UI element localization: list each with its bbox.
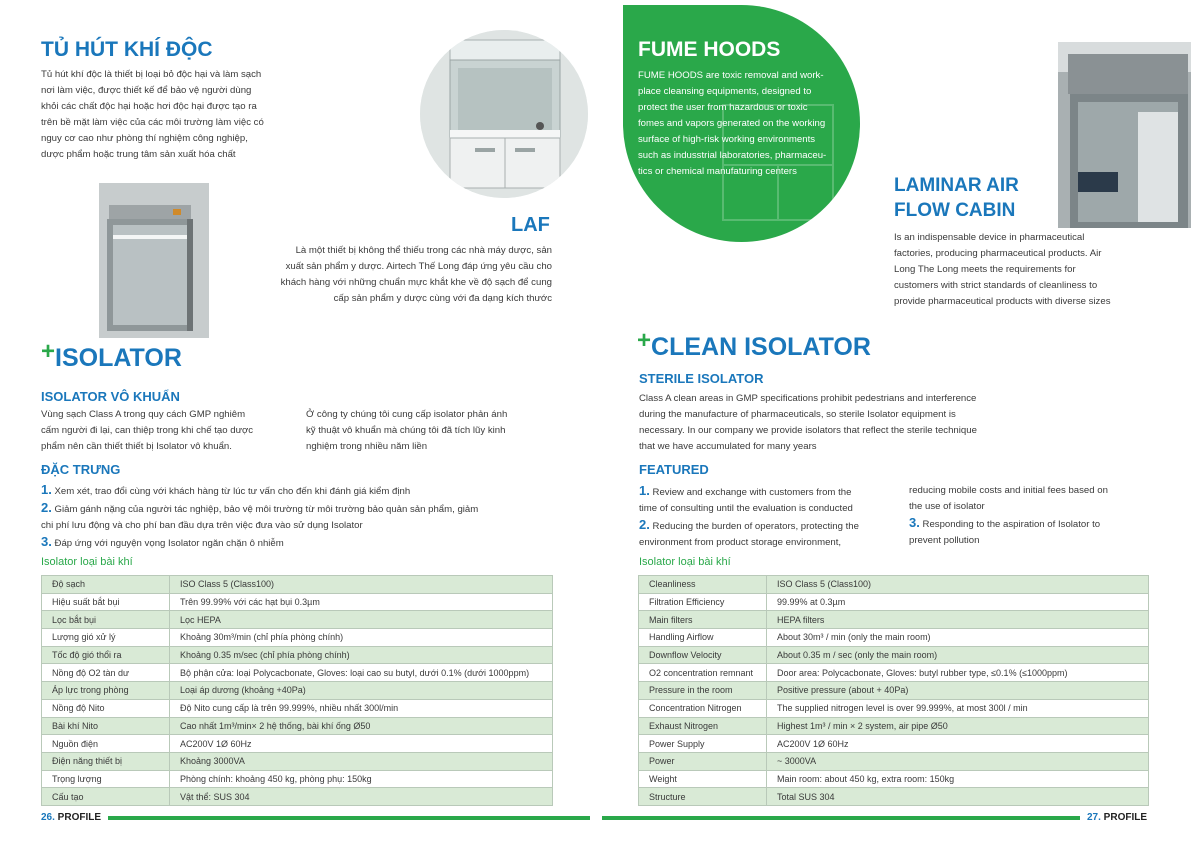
text-line: nghiệm trong nhiều năm liền: [306, 441, 428, 452]
laminar-title-en-1: LAMINAR AIR: [894, 175, 1019, 196]
text-line: Class A clean areas in GMP specifications prohibit pedestrians and interference: [639, 393, 977, 404]
table-row: [42, 788, 553, 806]
text-line: xuất sản phẩm y dược. Airtech Thế Long đáp ứng yêu cầu cho: [285, 261, 552, 272]
text-line: FUME HOODS are toxic removal and work-: [638, 70, 824, 81]
text-line: trên bề mặt làm việc của các môi trường làm việc có: [41, 117, 264, 128]
table-label-cell: Cleanliness: [639, 576, 767, 594]
laminar-desc-en: [894, 230, 1184, 310]
feature-text: chi phí lưu động và cho phí ban đầu dựa trên việc đưa vào sử dụng Isolator: [41, 520, 363, 531]
table-value-cell: Lọc HEPA: [170, 611, 553, 629]
table-label-cell: Power Supply: [639, 735, 767, 753]
laf-desc-vi: [240, 243, 552, 307]
spec-table-title-en: Isolator loại bài khí: [639, 556, 731, 568]
text-line: Is an indispensable device in pharmaceutical: [894, 232, 1085, 243]
feature-text: prevent pollution: [909, 535, 980, 546]
table-row: [639, 752, 1149, 770]
table-row: [42, 629, 553, 647]
table-value-cell: Positive pressure (about + 40Pa): [767, 682, 1149, 700]
table-value-cell: Cao nhất 1m³/min× 2 hệ thống, bài khí ống Ø50: [170, 717, 553, 735]
table-row: [639, 646, 1149, 664]
table-label-cell: Exhaust Nitrogen: [639, 717, 767, 735]
table-value-cell: Trên 99.99% với các hạt bụi 0.3µm: [170, 593, 553, 611]
table-row: [42, 576, 553, 594]
laf-title-vi: LAF: [511, 214, 550, 236]
table-value-cell: Door area: Polycacbonate, Gloves: butyl rubber type, ≤0.1% (≤1000ppm): [767, 664, 1149, 682]
text-line: place cleansing equipments, designed to: [638, 86, 812, 97]
feature-text: Giảm gánh nặng của người tác nghiệp, bảo vệ môi trường từ môi trường bảo quản sản phẩm, giảm: [51, 504, 479, 515]
table-value-cell: HEPA filters: [767, 611, 1149, 629]
text-line: Ở công ty chúng tôi cung cấp isolator phản ánh: [306, 409, 508, 420]
table-label-cell: Lọc bắt bụi: [42, 611, 170, 629]
table-value-cell: Highest 1m³ / min × 2 system, air pipe Ø50: [767, 717, 1149, 735]
isolator-desc-en: [639, 391, 1059, 455]
text-line: tics or chemical manufaturing centers: [638, 166, 797, 177]
isolator-heading-vi: [41, 338, 182, 373]
table-row: [42, 611, 553, 629]
table-value-cell: ISO Class 5 (Class100): [170, 576, 553, 594]
feature-line: [909, 499, 1169, 515]
table-row: [639, 735, 1149, 753]
text-line: necessary. In our company we provide isolators that reflect the sterile technique: [639, 425, 977, 436]
text-line: surface of high-risk working environments: [638, 134, 816, 145]
features-list-vi: [41, 482, 561, 552]
table-value-cell: About 30m³ / min (only the main room): [767, 629, 1149, 647]
feature-line: [639, 517, 909, 535]
feature-number: 3.: [41, 534, 52, 549]
text-line: protect the user from hazardous or toxic: [638, 102, 808, 113]
table-label-cell: O2 concentration remnant: [639, 664, 767, 682]
table-row: [42, 717, 553, 735]
text-line: fomes and vapors generated on the working: [638, 118, 826, 129]
table-label-cell: Weight: [639, 770, 767, 788]
table-value-cell: Vật thể: SUS 304: [170, 788, 553, 806]
feature-line: [41, 482, 561, 500]
page-number-left: 26. PROFILE: [41, 812, 102, 823]
table-label-cell: Handling Airflow: [639, 629, 767, 647]
text-line: factories, producing pharmaceutical products. Air: [894, 248, 1102, 259]
table-row: [639, 788, 1149, 806]
table-label-cell: Áp lực trong phòng: [42, 682, 170, 700]
table-value-cell: AC200V 1Ø 60Hz: [767, 735, 1149, 753]
text-line: phẩm nên cần thiết thiết bị Isolator vô khuẩn.: [41, 441, 232, 452]
feature-text: Đáp ứng với nguyện vọng Isolator ngăn chặn ô nhiễm: [51, 538, 284, 549]
table-row: [42, 646, 553, 664]
feature-number: 3.: [909, 515, 920, 530]
spec-table-en: [638, 575, 1149, 806]
table-row: [639, 593, 1149, 611]
isolator-subtitle-en: STERILE ISOLATOR: [639, 371, 764, 386]
feature-line: [909, 533, 1169, 549]
text-line: dược phẩm hoặc trung tâm sản xuất hóa chất: [41, 149, 236, 160]
feature-number: 1.: [639, 483, 650, 498]
table-value-cell: 99.99% at 0.3µm: [767, 593, 1149, 611]
table-label-cell: Nồng độ O2 tàn dư: [42, 664, 170, 682]
table-row: [639, 682, 1149, 700]
table-value-cell: Phòng chính: khoảng 450 kg, phòng phụ: 150kg: [170, 770, 553, 788]
features-title-en: FEATURED: [639, 462, 709, 477]
text-line: khách hàng với những chuẩn mực khắt khe về độ sạch để cung: [280, 277, 552, 288]
table-label-cell: Tốc độ gió thổi ra: [42, 646, 170, 664]
table-row: [639, 770, 1149, 788]
table-value-cell: Độ Nito cung cấp là trên 99.999%, nhiều nhất 300l/min: [170, 699, 553, 717]
footer-bar-right: [602, 816, 1080, 820]
spec-table-vi: [41, 575, 553, 806]
table-value-cell: ISO Class 5 (Class100): [767, 576, 1149, 594]
text-line: Là một thiết bị không thể thiếu trong các nhà máy dược, sản: [295, 245, 552, 256]
table-value-cell: Bộ phận cửa: loại Polycacbonate, Gloves: loại cao su butyl, dưới 0.1% (dưới 1000ppm): [170, 664, 553, 682]
plus-icon: +: [41, 338, 56, 365]
feature-number: 1.: [41, 482, 52, 497]
table-label-cell: Concentration Nitrogen: [639, 699, 767, 717]
table-label-cell: Nồng độ Nito: [42, 699, 170, 717]
laminar-title-en-2: FLOW CABIN: [894, 200, 1016, 221]
text-line: during the manufacture of pharmaceuticals, so sterile Isolator equipment is: [639, 409, 956, 420]
table-row: [42, 752, 553, 770]
feature-line: [909, 483, 1169, 499]
feature-line: [639, 535, 909, 551]
feature-text: Xem xét, trao đổi cùng với khách hàng từ lúc tư vấn cho đến khi đánh giá kiểm định: [51, 486, 411, 497]
table-label-cell: Nguồn điện: [42, 735, 170, 753]
text-line: nguy cơ cao như phòng thí nghiệm công nghiệp,: [41, 133, 248, 144]
table-label-cell: Lượng gió xử lý: [42, 629, 170, 647]
text-line: cấm người đi lại, can thiệp trong khi chế tạo dược: [41, 425, 254, 436]
table-value-cell: The supplied nitrogen level is over 99.999%, at most 300l / min: [767, 699, 1149, 717]
table-row: [639, 629, 1149, 647]
features-title-vi: ĐẶC TRƯNG: [41, 462, 121, 477]
footer-bar-left: [108, 816, 590, 820]
feature-number: 2.: [41, 500, 52, 515]
table-value-cell: Loại áp dương (khoảng +40Pa): [170, 682, 553, 700]
table-value-cell: AC200V 1Ø 60Hz: [170, 735, 553, 753]
table-row: [42, 699, 553, 717]
table-label-cell: Main filters: [639, 611, 767, 629]
table-label-cell: Downflow Velocity: [639, 646, 767, 664]
table-label-cell: Power: [639, 752, 767, 770]
feature-text: the use of isolator: [909, 501, 985, 512]
fume-hoods-title-en: FUME HOODS: [638, 38, 781, 61]
spec-table-title-vi: Isolator loại bài khí: [41, 556, 133, 568]
table-row: [42, 682, 553, 700]
table-label-cell: Bài khí Nito: [42, 717, 170, 735]
table-value-cell: Khoảng 3000VA: [170, 752, 553, 770]
feature-text: time of consulting until the evaluation is conducted: [639, 503, 853, 514]
table-row: [639, 576, 1149, 594]
table-label-cell: Trọng lượng: [42, 770, 170, 788]
text-line: customers with strict standards of cleanliness to: [894, 280, 1098, 291]
text-line: that we have accumulated for many years: [639, 441, 817, 452]
table-row: [639, 717, 1149, 735]
page-number-right: 27. PROFILE: [1087, 812, 1148, 823]
features-list-en-2: [909, 483, 1169, 549]
laminar-cabin-photo: [1058, 42, 1191, 228]
feature-line: [41, 500, 561, 518]
isolator-subtitle-vi: ISOLATOR VÔ KHUẨN: [41, 389, 180, 404]
table-row: [42, 664, 553, 682]
laf-photo: [99, 183, 209, 338]
table-row: [639, 699, 1149, 717]
table-label-cell: Điện năng thiết bị: [42, 752, 170, 770]
table-label-cell: Độ sạch: [42, 576, 170, 594]
feature-text: Reducing the burden of operators, protecting the: [649, 521, 859, 532]
table-value-cell: Khoảng 0.35 m/sec (chỉ phía phòng chính): [170, 646, 553, 664]
fume-hoods-desc-en: [638, 68, 868, 180]
table-label-cell: Filtration Efficiency: [639, 593, 767, 611]
isolator-desc-vi-2: [306, 407, 556, 455]
plus-icon: +: [637, 327, 652, 354]
feature-line: [639, 501, 909, 517]
feature-line: [639, 483, 909, 501]
table-label-cell: Cấu tạo: [42, 788, 170, 806]
isolator-desc-vi-1: [41, 407, 301, 455]
table-row: [42, 770, 553, 788]
fume-hood-photo: [420, 30, 588, 198]
table-label-cell: Hiệu suất bắt bụi: [42, 593, 170, 611]
table-value-cell: ~ 3000VA: [767, 752, 1149, 770]
table-value-cell: Main room: about 450 kg, extra room: 150kg: [767, 770, 1149, 788]
feature-text: Responding to the aspiration of Isolator to: [919, 519, 1101, 530]
isolator-title-en: CLEAN ISOLATOR: [651, 333, 871, 361]
text-line: cấp sản phẩm y dược cùng với đa dạng kích thước: [333, 293, 552, 304]
table-row: [42, 735, 553, 753]
text-line: khỏi các chất độc hại hoặc hơi độc hại được tạo ra: [41, 101, 257, 112]
table-value-cell: Total SUS 304: [767, 788, 1149, 806]
text-line: kỹ thuật vô khuẩn mà chúng tôi đã tích lũy kinh: [306, 425, 506, 436]
table-value-cell: About 0.35 m / sec (only the main room): [767, 646, 1149, 664]
table-row: [639, 611, 1149, 629]
table-row: [639, 664, 1149, 682]
feature-text: environment from product storage environment,: [639, 537, 842, 548]
feature-text: reducing mobile costs and initial fees based on: [909, 485, 1108, 496]
isolator-heading-en: [637, 327, 871, 362]
text-line: Tủ hút khí độc là thiết bị loại bỏ độc hại và làm sạch: [41, 69, 262, 80]
text-line: Vùng sạch Class A trong quy cách GMP nghiêm: [41, 409, 246, 420]
table-row: [42, 593, 553, 611]
text-line: Long The Long meets the requirements for: [894, 264, 1076, 275]
text-line: nơi làm việc, được thiết kế để bảo vệ người dùng: [41, 85, 252, 96]
features-list-en-1: [639, 483, 909, 551]
feature-line: [41, 534, 561, 552]
feature-line: [909, 515, 1169, 533]
table-label-cell: Pressure in the room: [639, 682, 767, 700]
feature-line: [41, 518, 561, 534]
table-label-cell: Structure: [639, 788, 767, 806]
table-value-cell: Khoảng 30m³/min (chỉ phía phòng chính): [170, 629, 553, 647]
text-line: such as indusstrial laboratories, pharmaceu-: [638, 150, 827, 161]
feature-number: 2.: [639, 517, 650, 532]
fume-hood-title-vi: TỦ HÚT KHÍ ĐỘC: [41, 38, 213, 61]
text-line: provide pharmaceutical products with diverse sizes: [894, 296, 1111, 307]
fume-hood-desc-vi: [41, 67, 341, 163]
feature-text: Review and exchange with customers from the: [649, 487, 852, 498]
isolator-title-vi: ISOLATOR: [55, 344, 182, 372]
